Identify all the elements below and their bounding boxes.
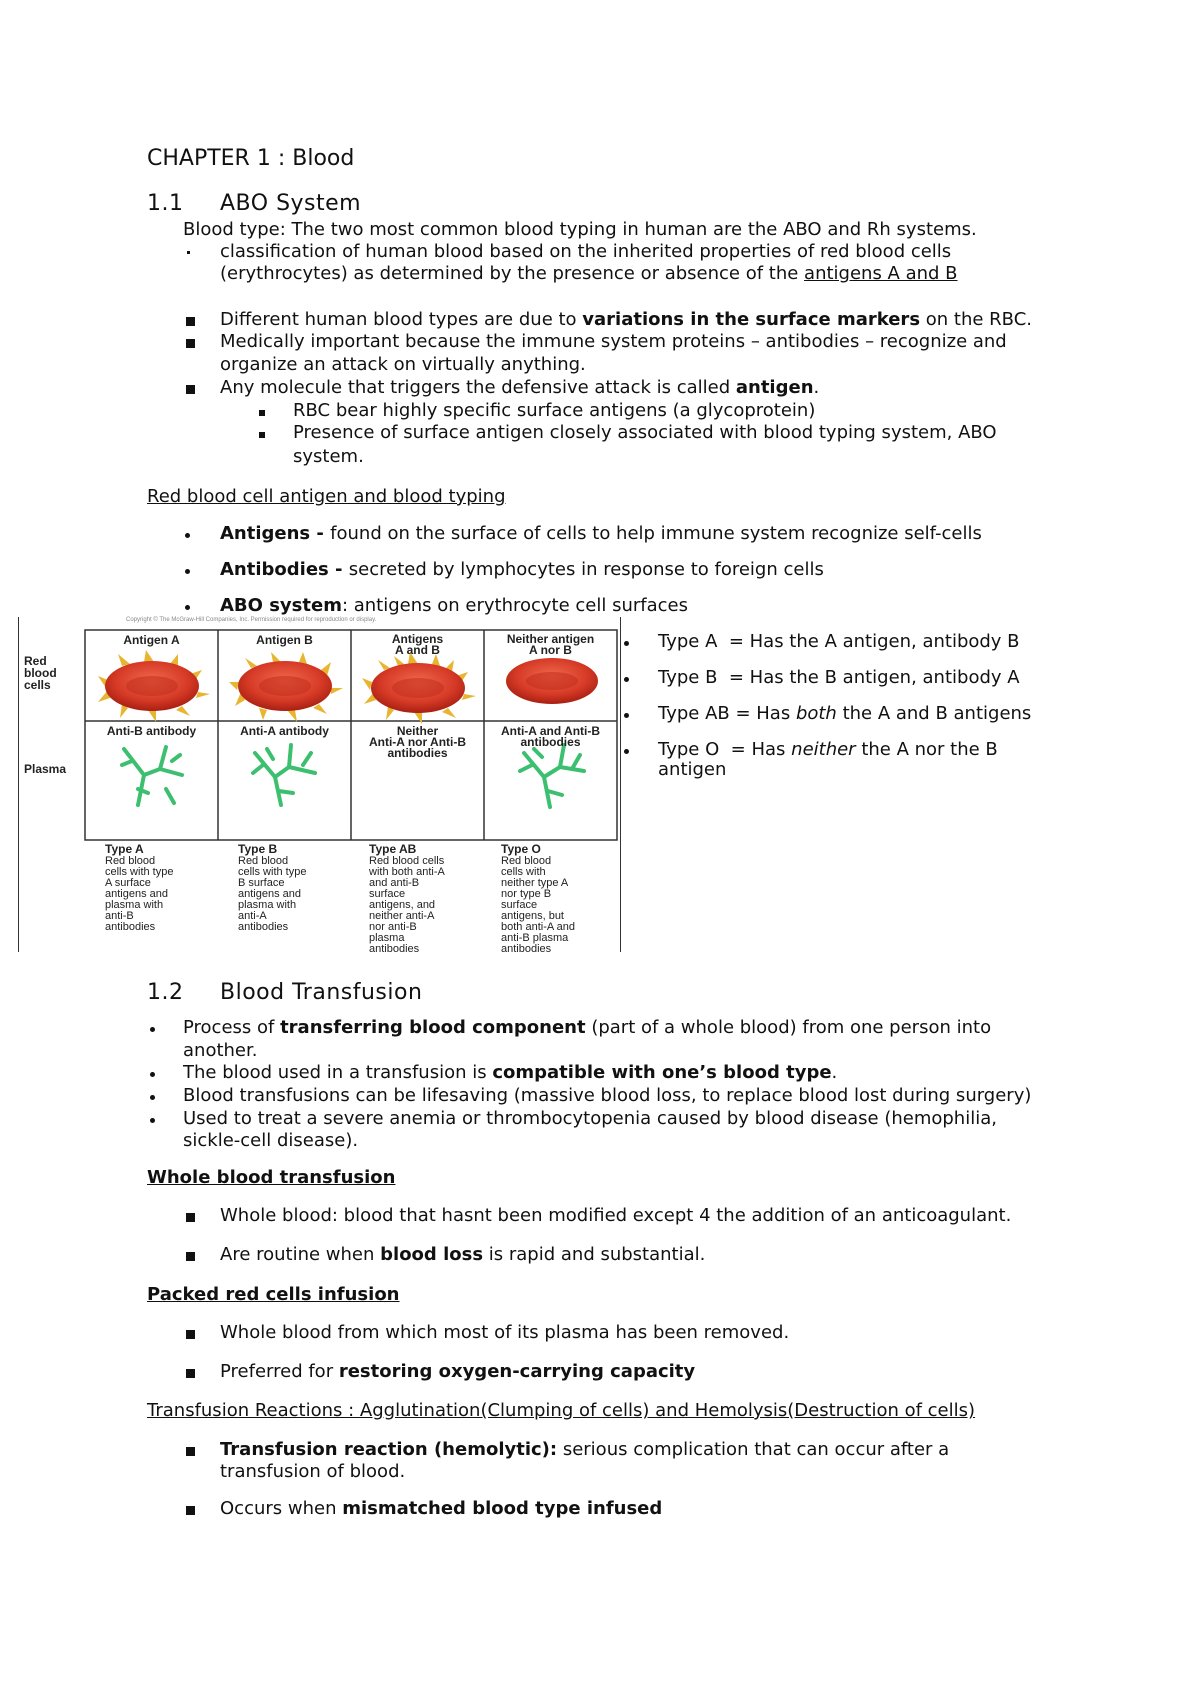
rbc-antigen-b xyxy=(229,652,343,722)
square-bullet xyxy=(186,385,195,394)
neither-antibody-head: Neither Anti-A nor Anti-B antibodies xyxy=(368,724,467,760)
bullet-dot xyxy=(150,1095,155,1100)
antigens-a-b-link: antigens A and B xyxy=(804,263,958,284)
surface-antigen-line-1: Presence of surface antigen closely associated with blood typing system, ABO xyxy=(293,422,997,443)
antigen-a-head: Antigen A xyxy=(123,633,180,647)
transfusion-process-line-2: another. xyxy=(183,1040,258,1061)
square-bullet xyxy=(186,1213,195,1222)
antibodies-item: Antibodies - secreted by lymphocytes in response to foreign cells xyxy=(220,559,824,580)
caption-type-o: Type O Red blood cells with neither type A nor type B surface antigens, but both anti-A and anti-B plasma antibodies xyxy=(501,842,576,955)
figure-copyright: Copyright © The McGraw-Hill Companies, Inc. Permission required for reproduction or display. xyxy=(126,617,377,623)
bullet-dot xyxy=(150,1072,155,1077)
abo-system-item: ABO system: antigens on erythrocyte cell surfaces xyxy=(220,595,688,616)
square-bullet xyxy=(186,1330,195,1339)
hemolytic-reaction-line-2: transfusion of blood. xyxy=(220,1461,406,1482)
anti-b-antibody-shape xyxy=(122,747,182,805)
bullet-dot xyxy=(150,1027,155,1032)
rbc-surface-antigens: RBC bear highly specific surface antigens (a glycoprotein) xyxy=(293,400,816,421)
lifesaving-transfusions: Blood transfusions can be lifesaving (massive blood loss, to replace blood lost during surgery) xyxy=(183,1085,1032,1106)
rbc-antigen-a xyxy=(98,650,210,722)
section-1-1-number: 1.1 xyxy=(147,191,184,216)
anti-a-antibody-head: Anti-A antibody xyxy=(240,724,329,738)
blood-type-intro: Blood type: The two most common blood typing in human are the ABO and Rh systems. xyxy=(183,219,977,240)
section-1-1-title: ABO System xyxy=(220,191,362,216)
rbc-neither-antigen xyxy=(506,658,598,704)
bullet-small xyxy=(187,251,190,254)
square-bullet xyxy=(186,1252,195,1261)
packed-cells-definition: Whole blood from which most of its plasma has been removed. xyxy=(220,1322,790,1343)
transfusion-process-line-1: Process of transferring blood component (part of a whole blood) from one person into xyxy=(183,1017,992,1038)
rbc-antigens-a-and-b xyxy=(362,652,476,724)
antigens-item: Antigens - found on the surface of cells to help immune system recognize self-cells xyxy=(220,523,982,544)
abo-blood-type-figure xyxy=(18,617,622,955)
classification-line-2: (erythrocytes) as determined by the presence or absence of the antigens A and B xyxy=(220,263,958,284)
neither-antigen-head: Neither antigen A nor B xyxy=(506,632,595,657)
type-ab-line: Type AB = Has both the A and B antigens xyxy=(658,703,1032,724)
type-a-line: Type A = Has the A antigen, antibody B xyxy=(658,631,1020,652)
rbc-antigen-heading: Red blood cell antigen and blood typing xyxy=(147,486,506,507)
antigens-a-and-b-head: Antigens A and B xyxy=(391,632,444,657)
transfusion-reactions-heading: Transfusion Reactions : Agglutination(Clumping of cells) and Hemolysis(Destruction of cells) xyxy=(147,1400,976,1421)
hemolytic-reaction-line-1: Transfusion reaction (hemolytic): serious complication that can occur after a xyxy=(220,1439,950,1460)
square-bullet xyxy=(186,339,195,348)
anti-a-antibody-shape xyxy=(253,745,315,805)
bullet-dot xyxy=(624,749,629,754)
bullet-dot xyxy=(185,533,190,538)
caption-type-a: Type A Red blood cells with type A surface antigens and plasma with anti-B antibodies xyxy=(105,842,174,933)
anti-a-and-anti-b-antibody-shape xyxy=(520,745,584,807)
medically-important-line-1: Medically important because the immune system proteins – antibodies – recognize and xyxy=(220,331,1007,352)
type-o-line-2: antigen xyxy=(658,759,727,780)
caption-type-ab: Type AB Red blood cells with both anti-A and anti-B surface antigens, and neither anti-A nor anti-B plasma antibodies xyxy=(369,842,445,955)
square-bullet xyxy=(186,1447,195,1456)
anemia-treatment-line-2: sickle-cell disease). xyxy=(183,1130,359,1151)
row-label-red-blood-cells: Red blood cells xyxy=(24,654,57,692)
chapter-title: CHAPTER 1 : Blood xyxy=(147,146,355,171)
packed-red-cells-heading: Packed red cells infusion xyxy=(147,1284,400,1305)
bullet-dot xyxy=(150,1118,155,1123)
mismatched-blood-line: Occurs when mismatched blood type infused xyxy=(220,1498,663,1519)
surface-antigen-line-2: system. xyxy=(293,446,364,467)
bullet-dot xyxy=(624,641,629,646)
whole-blood-definition: Whole blood: blood that hasnt been modified except 4 the addition of an anticoagulant. xyxy=(220,1205,1012,1226)
sub-bullet xyxy=(259,410,265,416)
square-bullet xyxy=(186,1369,195,1378)
section-1-2-number: 1.2 xyxy=(147,980,184,1005)
anti-b-antibody-head: Anti-B antibody xyxy=(106,724,197,738)
type-o-line: Type O = Has neither the A nor the B xyxy=(658,739,998,760)
bullet-dot xyxy=(624,677,629,682)
medically-important-line-2: organize an attack on virtually anything. xyxy=(220,354,586,375)
row-label-plasma: Plasma xyxy=(24,762,67,776)
bullet-dot xyxy=(185,569,190,574)
caption-type-b: Type B Red blood cells with type B surface antigens and plasma with anti-A antibodies xyxy=(238,842,307,933)
blood-types-variation: Different human blood types are due to variations in the surface markers on the RBC. xyxy=(220,309,1032,330)
compatible-blood-type: The blood used in a transfusion is compatible with one’s blood type. xyxy=(183,1062,838,1083)
anemia-treatment-line-1: Used to treat a severe anemia or thrombocytopenia caused by blood disease (hemophilia, xyxy=(183,1108,997,1129)
type-b-line: Type B = Has the B antigen, antibody A xyxy=(658,667,1020,688)
section-1-2-title: Blood Transfusion xyxy=(220,980,423,1005)
whole-blood-heading: Whole blood transfusion xyxy=(147,1167,396,1188)
sub-bullet xyxy=(259,432,265,438)
antigen-b-head: Antigen B xyxy=(256,633,313,647)
packed-cells-preferred: Preferred for restoring oxygen-carrying capacity xyxy=(220,1361,696,1382)
antigen-definition: Any molecule that triggers the defensive attack is called antigen. xyxy=(220,377,820,398)
classification-line-1: classification of human blood based on the inherited properties of red blood cells xyxy=(220,241,952,262)
bullet-dot xyxy=(624,713,629,718)
whole-blood-routine: Are routine when blood loss is rapid and substantial. xyxy=(220,1244,706,1265)
square-bullet xyxy=(186,1506,195,1515)
bullet-dot xyxy=(185,605,190,610)
square-bullet xyxy=(186,317,195,326)
anti-a-and-anti-b-head: Anti-A and Anti-B antibodies xyxy=(500,724,601,749)
